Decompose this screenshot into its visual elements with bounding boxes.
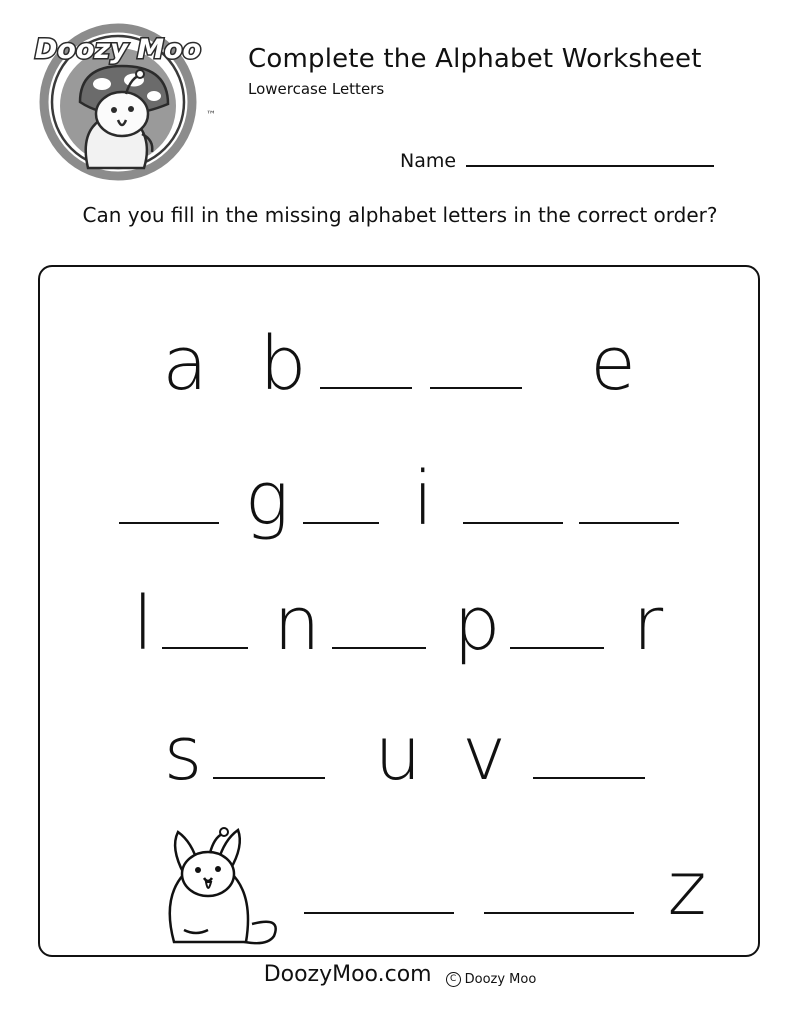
blank-cell[interactable] [303,470,379,524]
blank-cell[interactable] [320,335,412,389]
letter-row [40,581,758,667]
worksheet-header [0,0,800,227]
title-block [248,44,768,98]
letter-cell: g [244,456,290,542]
letter-cell: u [374,711,422,797]
letter-cell: r [632,581,664,667]
letter-row [40,456,758,542]
letter-cell: p [453,581,501,667]
blank-cell[interactable] [119,470,219,524]
letter-row [40,711,758,797]
letter-cell: z [667,846,707,932]
letter-cell: e [590,321,636,407]
letter-cell: s [163,711,203,797]
blank-cell[interactable] [430,335,522,389]
instruction-text: Can you fill in the missing alphabet letters in the correct order? [82,203,718,227]
copyright-icon: C [446,972,461,987]
letter-cell: l [132,581,154,667]
blank-cell[interactable] [332,595,426,649]
letter-cell: b [259,321,307,407]
page-title: Complete the Alphabet Worksheet [248,44,702,74]
site-name[interactable]: DoozyMoo.com [263,962,432,987]
worksheet-area [38,265,760,957]
blank-cell[interactable] [162,595,248,649]
blank-cell[interactable] [463,470,563,524]
doozy-moo-logo [18,22,218,182]
copyright [446,972,537,987]
page-subtitle: Lowercase Letters [248,80,385,98]
logo-trademark-icon: ™ [206,110,216,121]
copyright-text: Doozy Moo [464,972,537,987]
worksheet-footer [0,962,800,987]
name-field-row [400,150,714,172]
logo-wordmark: Doozy Moo [34,34,202,65]
letter-row [40,321,758,407]
blank-cell[interactable] [533,725,645,779]
blank-cell[interactable] [304,860,454,914]
blank-cell[interactable] [213,725,325,779]
blank-cell[interactable] [510,595,604,649]
letter-cell: n [273,581,321,667]
name-input-line[interactable] [466,164,714,167]
letter-cell: i [412,456,434,542]
doozy-moo-mascot-icon [140,812,290,947]
blank-cell[interactable] [579,470,679,524]
name-label: Name [400,150,457,172]
letter-cell: v [462,711,506,797]
blank-cell[interactable] [484,860,634,914]
letter-cell: a [162,321,208,407]
